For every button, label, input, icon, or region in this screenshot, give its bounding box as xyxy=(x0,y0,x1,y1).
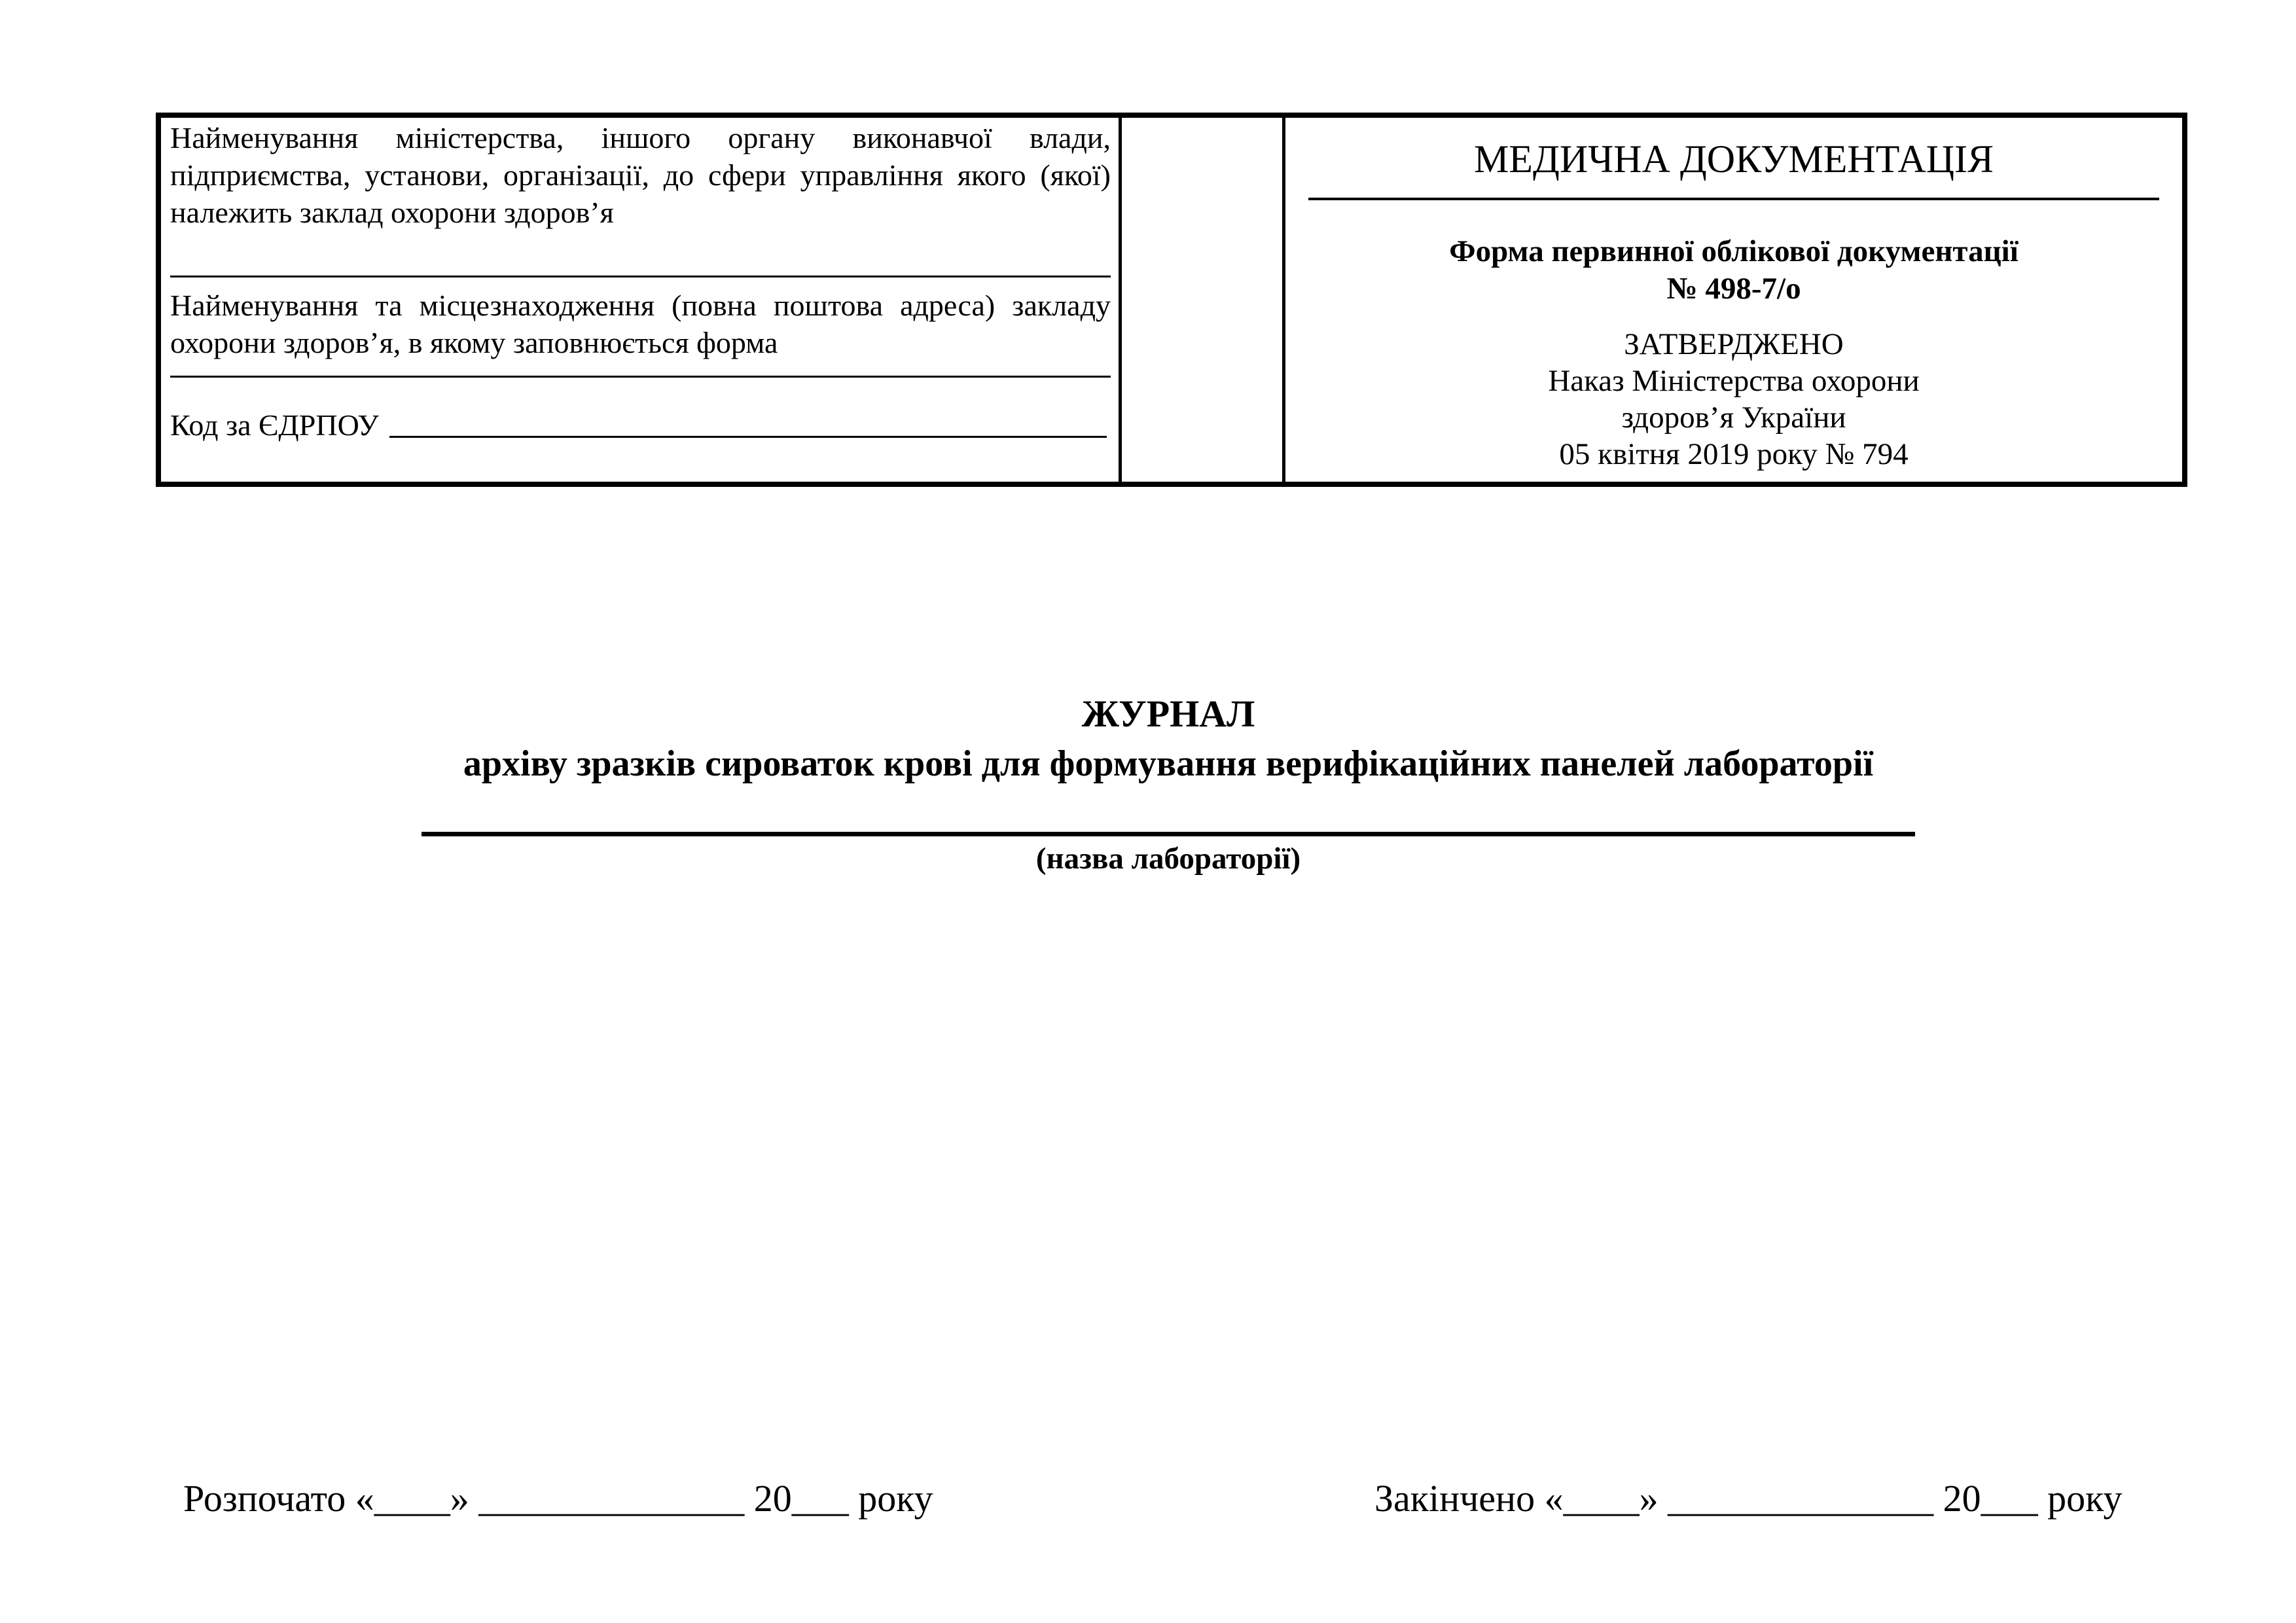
form-caption: Форма первинної облікової документації xyxy=(1449,234,2018,268)
approved-by-line3: 05 квітня 2019 року № 794 xyxy=(1559,437,1909,471)
lab-name-caption: (назва лабораторії) xyxy=(1035,842,1301,876)
header-box xyxy=(156,113,2187,487)
ministry-fill-line xyxy=(170,276,1111,277)
edrpou-fill-line xyxy=(389,436,1107,438)
doc-type-title: МЕДИЧНА ДОКУМЕНТАЦІЯ xyxy=(1473,137,1994,181)
facility-paragraph: Найменування та місцезнаходження (повна поштова адреса) закладу охорони здоров’я, в якому заповнюється форма xyxy=(170,289,1111,359)
doc-info-cell xyxy=(1285,118,2182,482)
finished-line: Закінчено «____» ______________ 20___ року xyxy=(1374,1477,2123,1520)
lab-name-fill-line xyxy=(422,832,1915,836)
edrpou-row xyxy=(170,406,1111,444)
edrpou-label: Код за ЄДРПОУ xyxy=(170,408,379,442)
spacer-cell xyxy=(1122,118,1285,482)
approved-label: ЗАТВЕРДЖЕНО xyxy=(1624,327,1844,361)
approved-by-line1: Наказ Міністерства охорони xyxy=(1548,364,1920,398)
journal-title: ЖУРНАЛ xyxy=(1081,692,1255,735)
started-line: Розпочато «____» ______________ 20___ року xyxy=(183,1477,933,1520)
journal-subtitle: архіву зразків сироваток крові для формування верифікаційних панелей лабораторії xyxy=(463,743,1874,784)
facility-fill-line xyxy=(170,376,1111,378)
approved-by-line2: здоров’я України xyxy=(1621,401,1846,435)
institution-cell xyxy=(161,118,1122,482)
doc-type-underline xyxy=(1308,198,2159,200)
form-number: № 498-7/о xyxy=(1666,272,1801,306)
ministry-paragraph: Найменування міністерства, іншого органу виконавчої влади, підприємства, установи, організації, до сфери управління якого (якої) належить заклад охорони здоров’я xyxy=(170,121,1111,229)
